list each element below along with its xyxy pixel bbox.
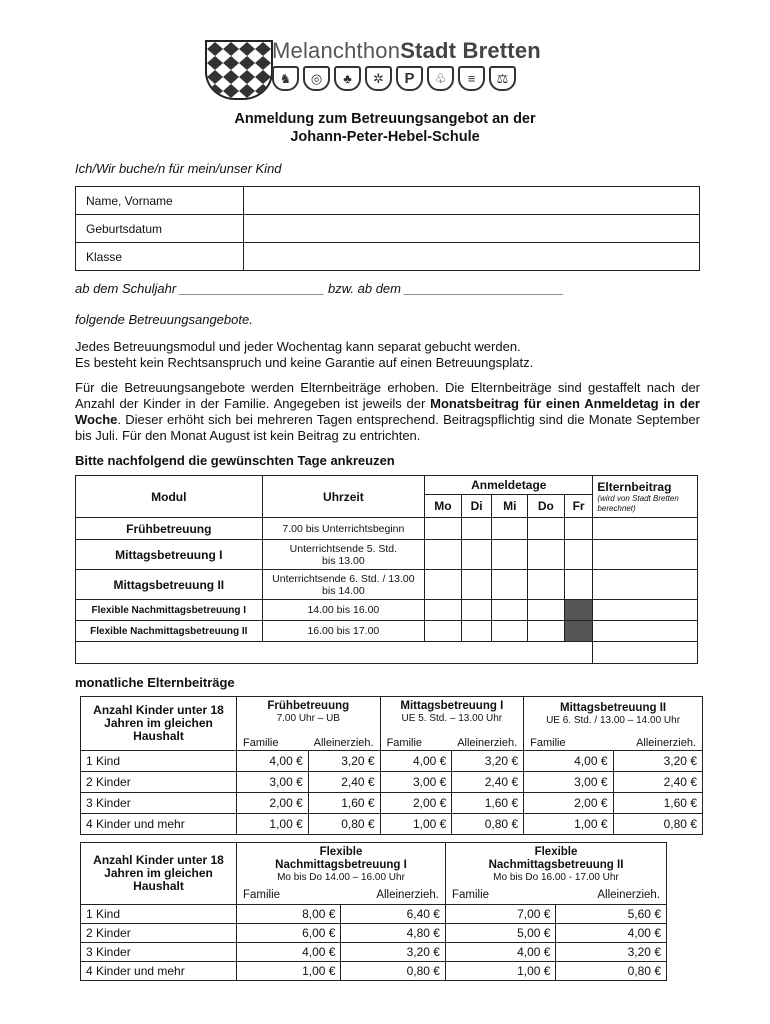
modules-table (75, 475, 698, 664)
fee-value: 3,00 € (380, 772, 452, 793)
blocked-cell-fr (564, 600, 593, 621)
child-info-table (75, 186, 700, 271)
module-name: Mittagsbetreuung I (76, 540, 263, 570)
col-modul: Modul (76, 476, 263, 518)
day-do: Do (528, 495, 565, 518)
fees1-group-1: Frühbetreuung 7.00 Uhr – UB Familie Alleinerzieh. (237, 697, 381, 751)
checkbox-mi[interactable] (492, 570, 528, 600)
fee-value: 1,00 € (524, 814, 613, 835)
crest-stripes-icon: ≡ (458, 66, 485, 91)
fee-cell (593, 600, 698, 621)
fees2-corner: Anzahl Kinder unter 18 Jahren im gleichen Haushalt (81, 843, 237, 905)
row-label: 1 Kind (81, 751, 237, 772)
row-label: 2 Kinder (81, 924, 237, 943)
crest-tree-icon: ✲ (365, 66, 392, 91)
fee-value: 5,60 € (556, 905, 667, 924)
page-title: Anmeldung zum Betreuungsangebot an der Johann-Peter-Hebel-Schule (234, 111, 536, 145)
offers-line: folgende Betreuungsangebote. (75, 312, 253, 327)
fee-value: 1,00 € (237, 962, 341, 981)
checkbox-mi[interactable] (492, 621, 528, 642)
fee-value: 3,20 € (341, 943, 446, 962)
day-di: Di (461, 495, 492, 518)
checkbox-mo[interactable] (425, 540, 462, 570)
checkbox-fr[interactable] (564, 518, 593, 540)
total-spacer (76, 642, 593, 664)
district-crests (272, 66, 516, 91)
fee-value: 4,00 € (237, 751, 309, 772)
checkbox-fr[interactable] (564, 540, 593, 570)
row-label: 2 Kinder (81, 772, 237, 793)
fee-value: 4,00 € (237, 943, 341, 962)
fees1-corner: Anzahl Kinder unter 18 Jahren im gleichen Haushalt (81, 697, 237, 751)
fee-value: 3,00 € (524, 772, 613, 793)
fee-value: 1,60 € (452, 793, 524, 814)
fee-value: 8,00 € (237, 905, 341, 924)
module-time: 7.00 bis Unterrichtsbeginn (262, 518, 425, 540)
fee-value: 6,40 € (341, 905, 446, 924)
total-row (76, 642, 698, 664)
fee-value: 0,80 € (452, 814, 524, 835)
child-birthdate-input[interactable] (244, 215, 700, 243)
fee-info: Für die Betreuungsangebote werden Elternbeiträge erhoben. Die Elternbeiträge sind gestaffelt nach der Anzahl der Kinder in der Familie. Angegeben ist jeweils der Monatsbeitrag für einen Anmeldetag in der Woche. Dieser erhöht sich bei mehreren Tagen entsprechend. Beitragspflichtig sind die Monate September bis Juli. Für den Monat August ist kein Beitrag zu entrichten. (75, 380, 700, 443)
rhombus-pattern-icon (207, 42, 271, 98)
child-name-row (76, 187, 700, 215)
day-mo: Mo (425, 495, 462, 518)
checkbox-mo[interactable] (425, 570, 462, 600)
fee-value: 0,80 € (308, 814, 380, 835)
module-name: Flexible Nachmittagsbetreuung II (76, 621, 263, 642)
fee-value: 4,80 € (341, 924, 446, 943)
fee-value: 5,00 € (445, 924, 555, 943)
intro-text: Ich/Wir buche/n für mein/unser Kind (75, 161, 282, 176)
checkbox-di[interactable] (461, 518, 492, 540)
fee-value: 3,20 € (613, 751, 702, 772)
brand-name: MelanchthonStadt Bretten (272, 38, 541, 63)
fee-value: 7,00 € (445, 905, 555, 924)
fee-value: 0,80 € (556, 962, 667, 981)
checkbox-do[interactable] (528, 540, 565, 570)
fees-table-2 (80, 842, 667, 981)
fee-value: 3,20 € (452, 751, 524, 772)
module-row-flex1 (76, 600, 698, 621)
child-name-label: Name, Vorname (76, 187, 244, 215)
booking-info: Jedes Betreuungsmodul und jeder Wochentag kann separat gebucht werden. Es besteht kein Rechtsanspruch und keine Garantie auf einen Betreuungsplatz. (75, 339, 534, 370)
checkbox-mi[interactable] (492, 600, 528, 621)
fee-value: 4,00 € (380, 751, 452, 772)
child-birthdate-label: Geburtsdatum (76, 215, 244, 243)
checkbox-do[interactable] (528, 570, 565, 600)
fees1-group-3: Mittagsbetreuung II UE 6. Std. / 13.00 – 14.00 Uhr Familie Alleinerzieh. (524, 697, 703, 751)
child-class-row (76, 243, 700, 271)
col-elternbeitrag: Elternbeitrag (wird von Stadt Bretten berechnet) (593, 476, 698, 518)
module-row-mittag2 (76, 570, 698, 600)
fees2-group-1: Flexible Nachmittagsbetreuung I Mo bis Do 14.00 – 16.00 Uhr Familie Alleinerzieh. (237, 843, 446, 905)
checkbox-do[interactable] (528, 621, 565, 642)
fees2-group-2: Flexible Nachmittagsbetreuung II Mo bis Do 16.00 - 17.00 Uhr Familie Alleinerzieh. (445, 843, 666, 905)
checkbox-mo[interactable] (425, 621, 462, 642)
col-uhrzeit: Uhrzeit (262, 476, 425, 518)
crest-clover-icon: ♧ (427, 66, 454, 91)
checkbox-mo[interactable] (425, 600, 462, 621)
fee-value: 0,80 € (613, 814, 702, 835)
fee-value: 4,00 € (445, 943, 555, 962)
fee-value: 1,60 € (613, 793, 702, 814)
fee-value: 2,40 € (452, 772, 524, 793)
days-heading: Bitte nachfolgend die gewünschten Tage ankreuzen (75, 453, 395, 468)
fee-value: 4,00 € (524, 751, 613, 772)
checkbox-mi[interactable] (492, 518, 528, 540)
fees-table-1 (80, 696, 703, 835)
total-fee-cell (593, 642, 698, 664)
checkbox-di[interactable] (461, 570, 492, 600)
fee-value: 3,00 € (237, 772, 309, 793)
checkbox-fr[interactable] (564, 570, 593, 600)
fees-heading: monatliche Elternbeiträge (75, 675, 235, 690)
blocked-cell-fr (564, 621, 593, 642)
child-name-input[interactable] (244, 187, 700, 215)
table-row (81, 751, 703, 772)
fee-value: 2,40 € (613, 772, 702, 793)
fee-value: 1,00 € (445, 962, 555, 981)
fee-value: 1,60 € (308, 793, 380, 814)
checkbox-di[interactable] (461, 621, 492, 642)
row-label: 3 Kinder (81, 943, 237, 962)
day-mi: Mi (492, 495, 528, 518)
fees1-group-2: Mittagsbetreuung I UE 5. Std. – 13.00 Uhr Familie Alleinerzieh. (380, 697, 524, 751)
checkbox-mo[interactable] (425, 518, 462, 540)
checkbox-do[interactable] (528, 600, 565, 621)
module-name: Mittagsbetreuung II (76, 570, 263, 600)
module-name: Flexible Nachmittagsbetreuung I (76, 600, 263, 621)
fee-value: 1,00 € (237, 814, 309, 835)
fee-value: 4,00 € (556, 924, 667, 943)
fee-value: 2,00 € (524, 793, 613, 814)
crest-animal-icon: ♣ (334, 66, 361, 91)
module-time: 16.00 bis 17.00 (262, 621, 425, 642)
table-row (81, 943, 667, 962)
table-row (81, 962, 667, 981)
table-row (81, 905, 667, 924)
crest-p-icon: P (396, 66, 423, 91)
row-label: 1 Kind (81, 905, 237, 924)
crest-scales-icon: ⚖ (489, 66, 516, 91)
row-label: 4 Kinder und mehr (81, 962, 237, 981)
fee-value: 6,00 € (237, 924, 341, 943)
child-class-label: Klasse (76, 243, 244, 271)
child-class-input[interactable] (244, 243, 700, 271)
table-row (81, 924, 667, 943)
crest-lion-icon: ♞ (272, 66, 299, 91)
fee-cell (593, 540, 698, 570)
day-fr: Fr (564, 495, 593, 518)
city-shield-logo (205, 40, 273, 100)
fee-value: 2,00 € (380, 793, 452, 814)
fee-value: 0,80 € (341, 962, 446, 981)
table-row (81, 793, 703, 814)
module-row-fruehbetreuung (76, 518, 698, 540)
col-anmeldetage: Anmeldetage (425, 476, 593, 495)
module-time: 14.00 bis 16.00 (262, 600, 425, 621)
fee-value: 3,20 € (556, 943, 667, 962)
fee-value: 2,40 € (308, 772, 380, 793)
module-name: Frühbetreuung (76, 518, 263, 540)
checkbox-do[interactable] (528, 518, 565, 540)
fee-cell (593, 570, 698, 600)
fee-cell (593, 621, 698, 642)
checkbox-mi[interactable] (492, 540, 528, 570)
fee-value: 2,00 € (237, 793, 309, 814)
row-label: 4 Kinder und mehr (81, 814, 237, 835)
schoolyear-line[interactable]: ab dem Schuljahr ____________________ bzw. ab dem ______________________ (75, 281, 564, 296)
fee-value: 3,20 € (308, 751, 380, 772)
module-time: Unterrichtsende 6. Std. / 13.00 bis 14.00 (262, 570, 425, 600)
fee-value: 1,00 € (380, 814, 452, 835)
module-row-mittag1 (76, 540, 698, 570)
table-row (81, 814, 703, 835)
checkbox-di[interactable] (461, 600, 492, 621)
table-row (81, 772, 703, 793)
crest-circles-icon: ◎ (303, 66, 330, 91)
child-birthdate-row (76, 215, 700, 243)
row-label: 3 Kinder (81, 793, 237, 814)
fee-cell (593, 518, 698, 540)
module-time: Unterrichtsende 5. Std. bis 13.00 (262, 540, 425, 570)
checkbox-di[interactable] (461, 540, 492, 570)
module-row-flex2 (76, 621, 698, 642)
